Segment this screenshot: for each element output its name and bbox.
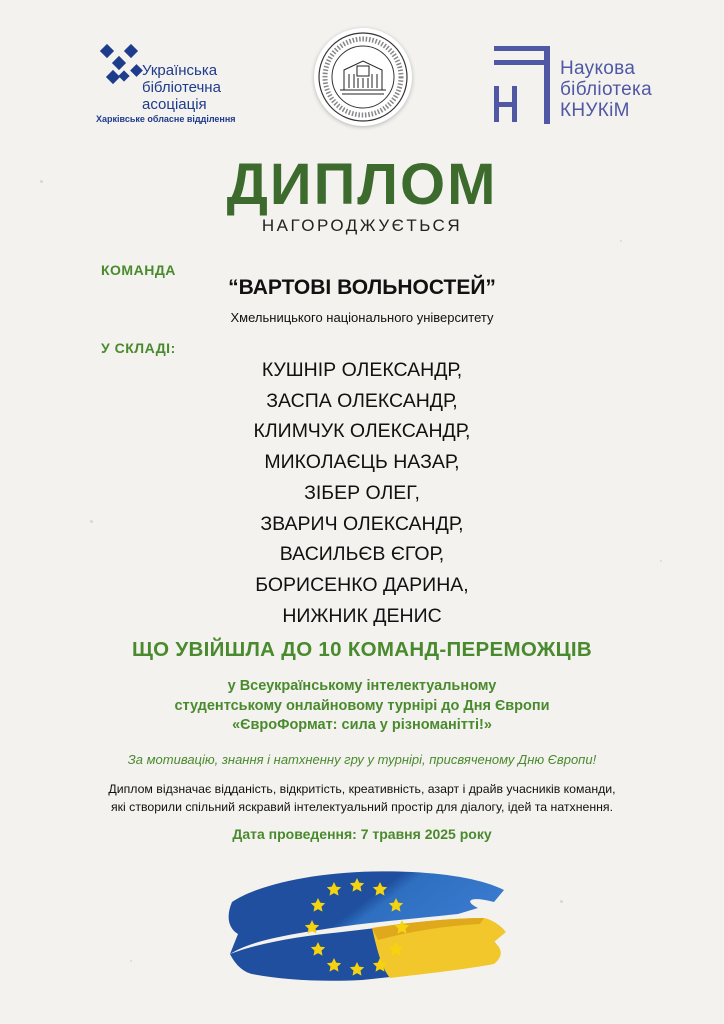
tournament-line: «ЄвроФормат: сила у різноманітті!» (232, 717, 492, 733)
paper-speck (130, 960, 132, 962)
diploma-title: ДИПЛОМ (226, 152, 498, 217)
team-name: “ВАРТОВІ ВОЛЬНОСТЕЙ” (228, 276, 496, 299)
member-name: ВАСИЛЬЄВ ЄГОР, (279, 543, 445, 566)
uba-name-line: Українська (142, 62, 218, 79)
nb-logo-icon (490, 44, 552, 126)
members-label: У СКЛАДІ: (101, 340, 176, 356)
winners-statement: ЩО УВІЙШЛА ДО 10 КОМАНД-ПЕРЕМОЖЦІВ (131, 638, 593, 661)
nb-name-line: бібліотека (560, 79, 652, 100)
team-label: КОМАНДА (101, 262, 176, 278)
eu-ukraine-flag-icon (222, 862, 512, 987)
nb-name (560, 58, 652, 121)
description-line: Диплом відзначає відданість, відкритість, креативність, азарт і драйв учасників команди, (108, 782, 616, 796)
description (0, 781, 724, 816)
member-name: ЗАСПА ОЛЕКСАНДР, (266, 389, 458, 412)
uba-name-line: асоціація (142, 96, 207, 113)
tournament-description (0, 677, 724, 736)
nb-name-line: Наукова (560, 58, 636, 79)
motto: За мотивацію, знання і натхненну гру у турнірі, присвяченому Дню Європи! (127, 752, 597, 767)
nb-name-line: КНУКіМ (560, 100, 630, 121)
nb-logo (490, 44, 680, 130)
university-name: Хмельницького національного університету (230, 310, 494, 325)
member-name: БОРИСЕНКО ДАРИНА, (255, 573, 469, 596)
uba-branch: Харківське обласне відділення (96, 114, 236, 124)
members-list (0, 355, 724, 631)
uba-name-line: бібліотечна (142, 79, 221, 96)
description-line: які створили спільний яскравий інтелектуальний простір для діалогу, ідей та натхнення. (111, 799, 613, 814)
diploma-subtitle: НАГОРОДЖУЄТЬСЯ (261, 216, 463, 235)
paper-speck (560, 900, 563, 903)
tournament-line: студентському онлайновому турнірі до Дня Європи (174, 697, 550, 714)
member-name: КЛИМЧУК ОЛЕКСАНДР, (253, 420, 471, 443)
event-date: Дата проведення: 7 травня 2025 року (232, 826, 492, 842)
uba-name (142, 62, 221, 113)
library-seal (314, 28, 412, 126)
member-name: ЗВАРИЧ ОЛЕКСАНДР, (260, 512, 464, 535)
library-building-seal-icon (314, 28, 412, 126)
tournament-line: у Всеукраїнському інтелектуальному (227, 678, 497, 694)
uba-logo-icon (100, 44, 148, 92)
uba-logo (96, 44, 246, 129)
member-name: ЗІБЕР ОЛЕГ, (304, 481, 420, 504)
member-name: МИКОЛАЄЦЬ НАЗАР, (264, 451, 460, 474)
member-name: НИЖНИК ДЕНИС (282, 604, 442, 627)
paper-speck (620, 240, 622, 242)
member-name: КУШНІР ОЛЕКСАНДР, (261, 359, 463, 381)
